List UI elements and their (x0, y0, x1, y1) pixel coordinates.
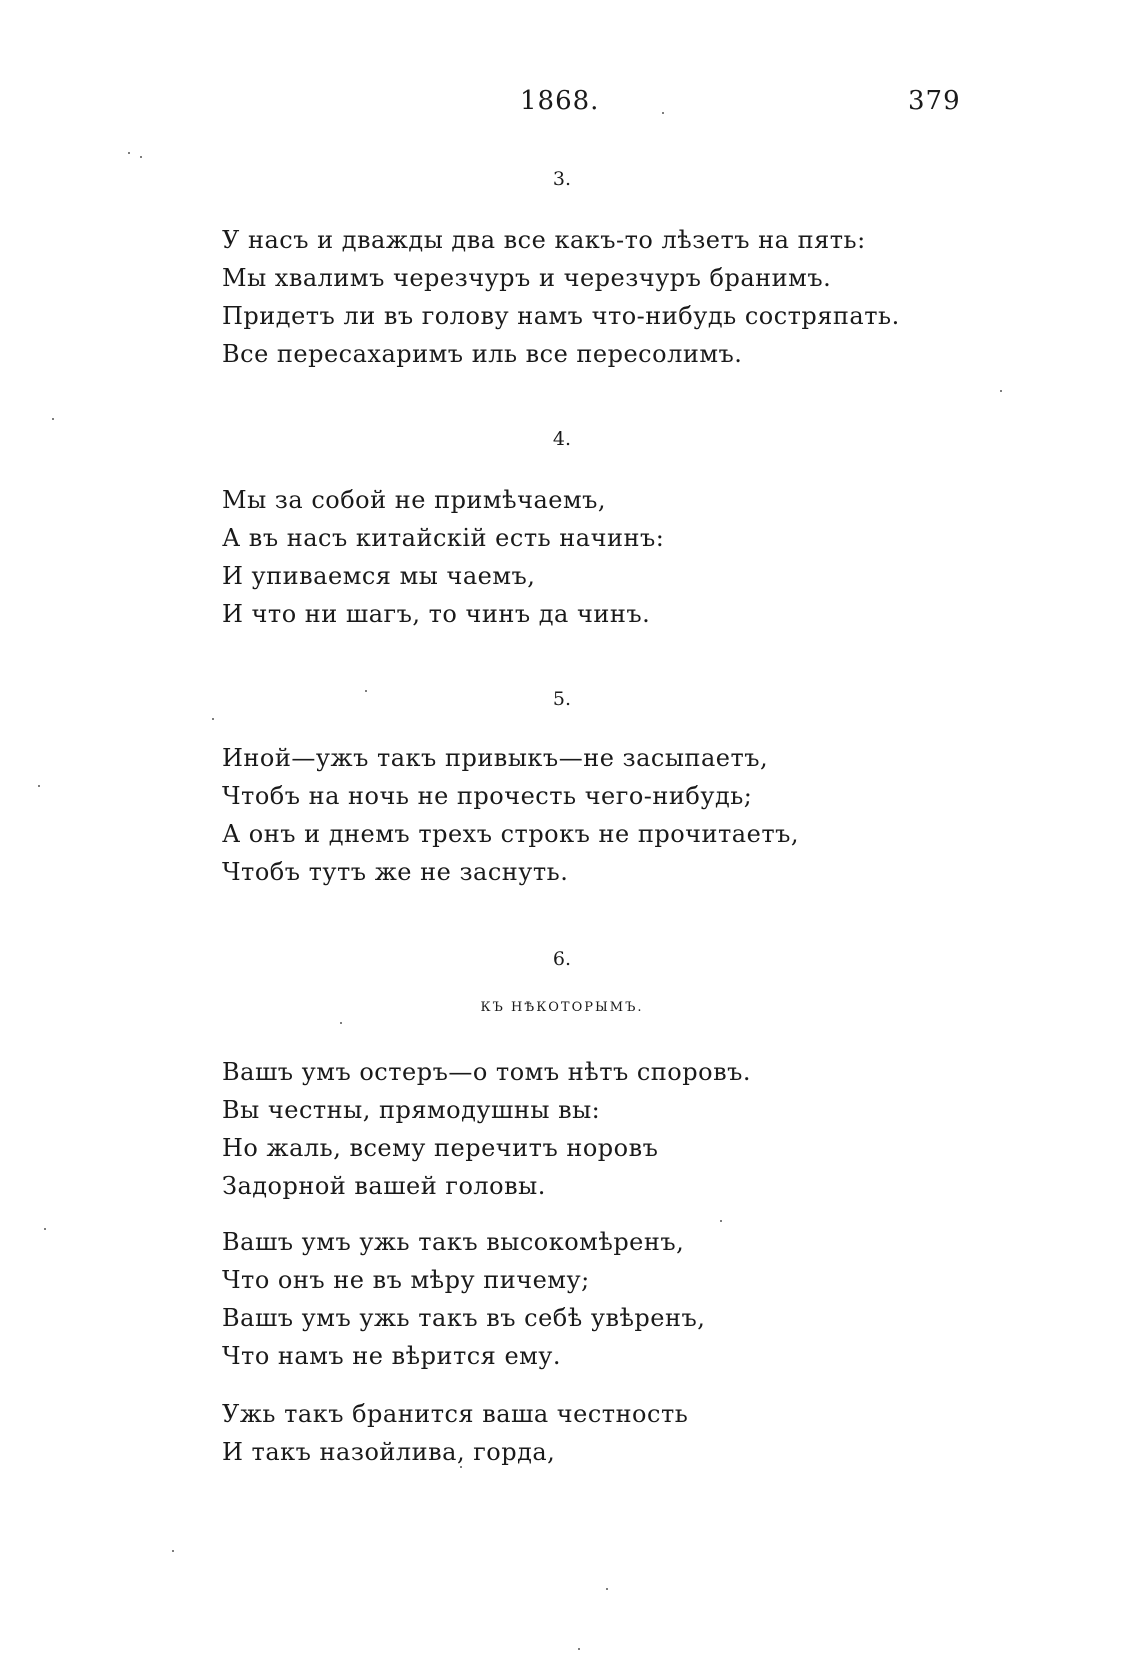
scan-speck (44, 1228, 46, 1230)
verse-line: Придетъ ли въ голову намъ что-нибудь состряпать. (222, 302, 900, 330)
scan-speck (365, 690, 367, 692)
verse-line: Вашъ умъ остеръ—о томъ нѣтъ споровъ. (222, 1058, 751, 1086)
verse-line: И такъ назойлива, горда, (222, 1438, 556, 1466)
verse-line: У насъ и дважды два все какъ-то лѣзетъ на пять: (222, 226, 866, 254)
verse-line: Что намъ не вѣрится ему. (222, 1342, 562, 1370)
section-number: 3. (552, 168, 572, 190)
poem-subtitle: КЪ НѢКОТОРЫМЪ. (480, 1000, 644, 1015)
verse-line: И что ни шагъ, то чинъ да чинъ. (222, 600, 651, 628)
verse-line: Мы за собой не примѣчаемъ, (222, 486, 607, 514)
verse-line: Чтобъ тутъ же не заснуть. (222, 858, 569, 886)
scan-speck (606, 1588, 608, 1590)
verse-line: А онъ и днемъ трехъ строкъ не прочитаетъ, (222, 820, 799, 848)
verse-line: А въ насъ китайскій есть начинъ: (222, 524, 665, 552)
verse-line: Ужь такъ бранится ваша честность (222, 1400, 689, 1428)
verse-line: Вашъ умъ ужь такъ въ себѣ увѣренъ, (222, 1304, 706, 1332)
verse-line: И упиваемся мы чаемъ, (222, 562, 536, 590)
page-header (0, 86, 1140, 126)
scan-speck (128, 152, 130, 154)
verse-line: Иной—ужъ такъ привыкъ—не засыпаетъ, (222, 744, 769, 772)
page-number: 379 (908, 86, 961, 116)
verse-line: Но жаль, всему перечитъ норовъ (222, 1134, 659, 1162)
scan-speck (720, 1220, 722, 1222)
scan-speck (340, 1022, 342, 1024)
section-number: 6. (552, 948, 572, 970)
scan-speck (52, 418, 54, 420)
scan-speck (460, 1466, 462, 1468)
running-head-year: 1868. (520, 86, 600, 116)
verse-line: Вашъ умъ ужь такъ высокомѣренъ, (222, 1228, 685, 1256)
scan-speck (578, 1648, 580, 1650)
scan-speck (172, 1550, 174, 1552)
verse-line: Что онъ не въ мѣру пичему; (222, 1266, 590, 1294)
verse-line: Вы честны, прямодушны вы: (222, 1096, 601, 1124)
scan-speck (140, 156, 142, 158)
verse-line: Все пересахаримъ иль все пересолимъ. (222, 340, 743, 368)
section-number: 4. (552, 428, 572, 450)
section-number: 5. (552, 688, 572, 710)
scan-speck (212, 718, 214, 720)
verse-line: Задорной вашей головы. (222, 1172, 546, 1200)
scan-speck (38, 785, 40, 787)
scan-speck (662, 112, 664, 114)
scan-speck (1000, 390, 1002, 392)
verse-line: Мы хвалимъ черезчуръ и черезчуръ бранимъ. (222, 264, 832, 292)
verse-line: Чтобъ на ночь не прочесть чего-нибудь; (222, 782, 753, 810)
